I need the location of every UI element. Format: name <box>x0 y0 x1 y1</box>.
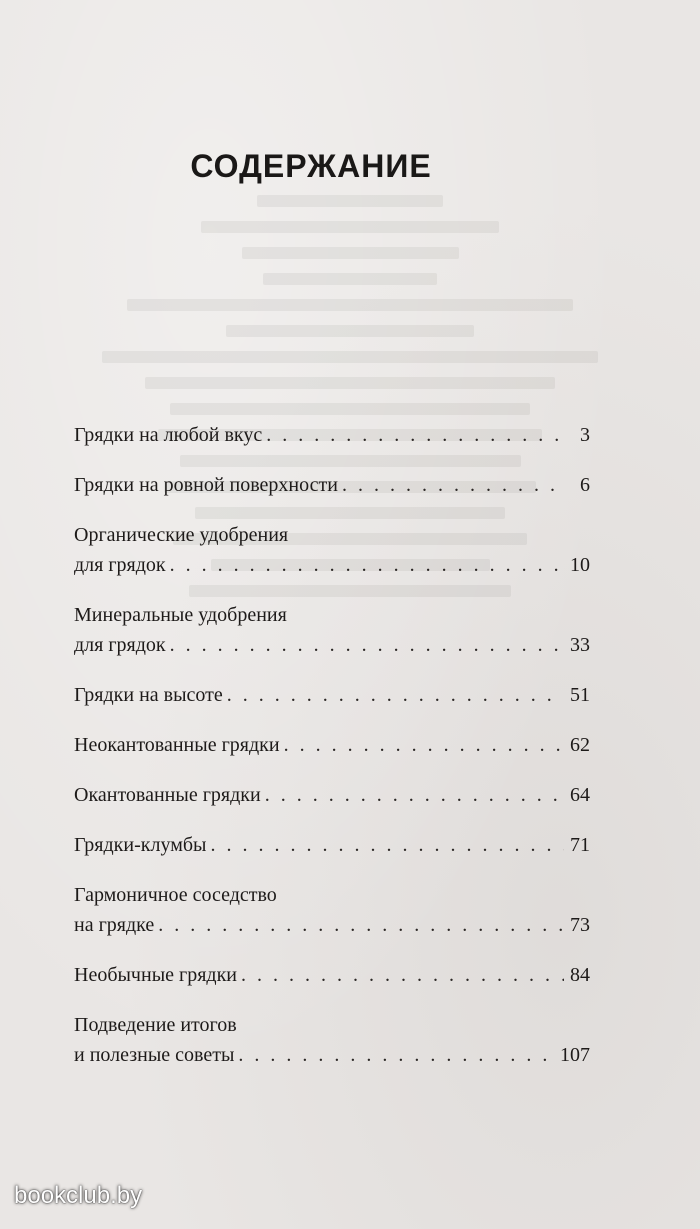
toc-entry-title: Неокантованные грядки <box>74 734 280 756</box>
toc-entry-title-line1: Подведение итогов <box>74 1014 237 1036</box>
toc-page-number: 71 <box>570 834 590 856</box>
toc-page-number: 6 <box>580 474 590 496</box>
toc-entry-title: для грядок <box>74 634 166 656</box>
toc-leader-dots <box>266 420 566 450</box>
toc-leader-dots <box>342 470 566 500</box>
toc-entry-title-line1: Гармоничное соседство <box>74 884 277 906</box>
toc-page-number: 107 <box>560 1044 590 1066</box>
toc-entry <box>74 780 590 810</box>
toc-leader-dots <box>227 680 564 710</box>
toc-entry-title: Грядки на ровной поверхности <box>74 474 338 496</box>
toc-leader-dots <box>170 550 564 580</box>
toc-page-number: 51 <box>570 684 590 706</box>
toc-page-number: 84 <box>570 964 590 986</box>
toc-page-number: 64 <box>570 784 590 806</box>
toc-leader-dots <box>238 1040 554 1070</box>
toc-entry-title: для грядок <box>74 554 166 576</box>
toc-entry-title: и полезные советы <box>74 1044 235 1066</box>
toc-leader-dots <box>158 910 564 940</box>
toc-entry-title: на грядке <box>74 914 155 936</box>
toc-entry <box>74 420 590 450</box>
toc-entry <box>74 680 590 710</box>
toc-leader-dots <box>284 730 564 760</box>
page-title: СОДЕРЖАНИЕ <box>190 148 432 184</box>
toc-page-number: 73 <box>570 914 590 936</box>
toc-entry-title: Необычные грядки <box>74 964 238 986</box>
toc-entry-title: Грядки на высоте <box>74 684 223 706</box>
toc-entry <box>74 520 590 580</box>
toc-leader-dots <box>241 960 564 990</box>
toc-entry <box>74 730 590 760</box>
site-watermark: bookclub.by <box>14 1182 143 1209</box>
toc-page-number: 3 <box>580 424 590 446</box>
toc-entry <box>74 470 590 500</box>
toc-page-number: 10 <box>570 554 590 576</box>
toc-leader-dots <box>170 630 564 660</box>
toc-entry <box>74 830 590 860</box>
toc-page-number: 33 <box>570 634 590 656</box>
toc-page-number: 62 <box>570 734 590 756</box>
table-of-contents <box>74 420 590 1070</box>
toc-entry <box>74 1010 590 1070</box>
toc-entry-title-line1: Минеральные удобрения <box>74 604 287 626</box>
toc-leader-dots <box>210 830 564 860</box>
toc-entry-title: Грядки на любой вкус <box>74 424 263 446</box>
toc-entry <box>74 960 590 990</box>
toc-entry-title-line1: Органические удобрения <box>74 524 289 546</box>
toc-entry <box>74 880 590 940</box>
toc-leader-dots <box>265 780 564 810</box>
toc-entry-title: Грядки-клумбы <box>74 834 207 856</box>
toc-entry-title: Окантованные грядки <box>74 784 261 806</box>
toc-entry <box>74 600 590 660</box>
